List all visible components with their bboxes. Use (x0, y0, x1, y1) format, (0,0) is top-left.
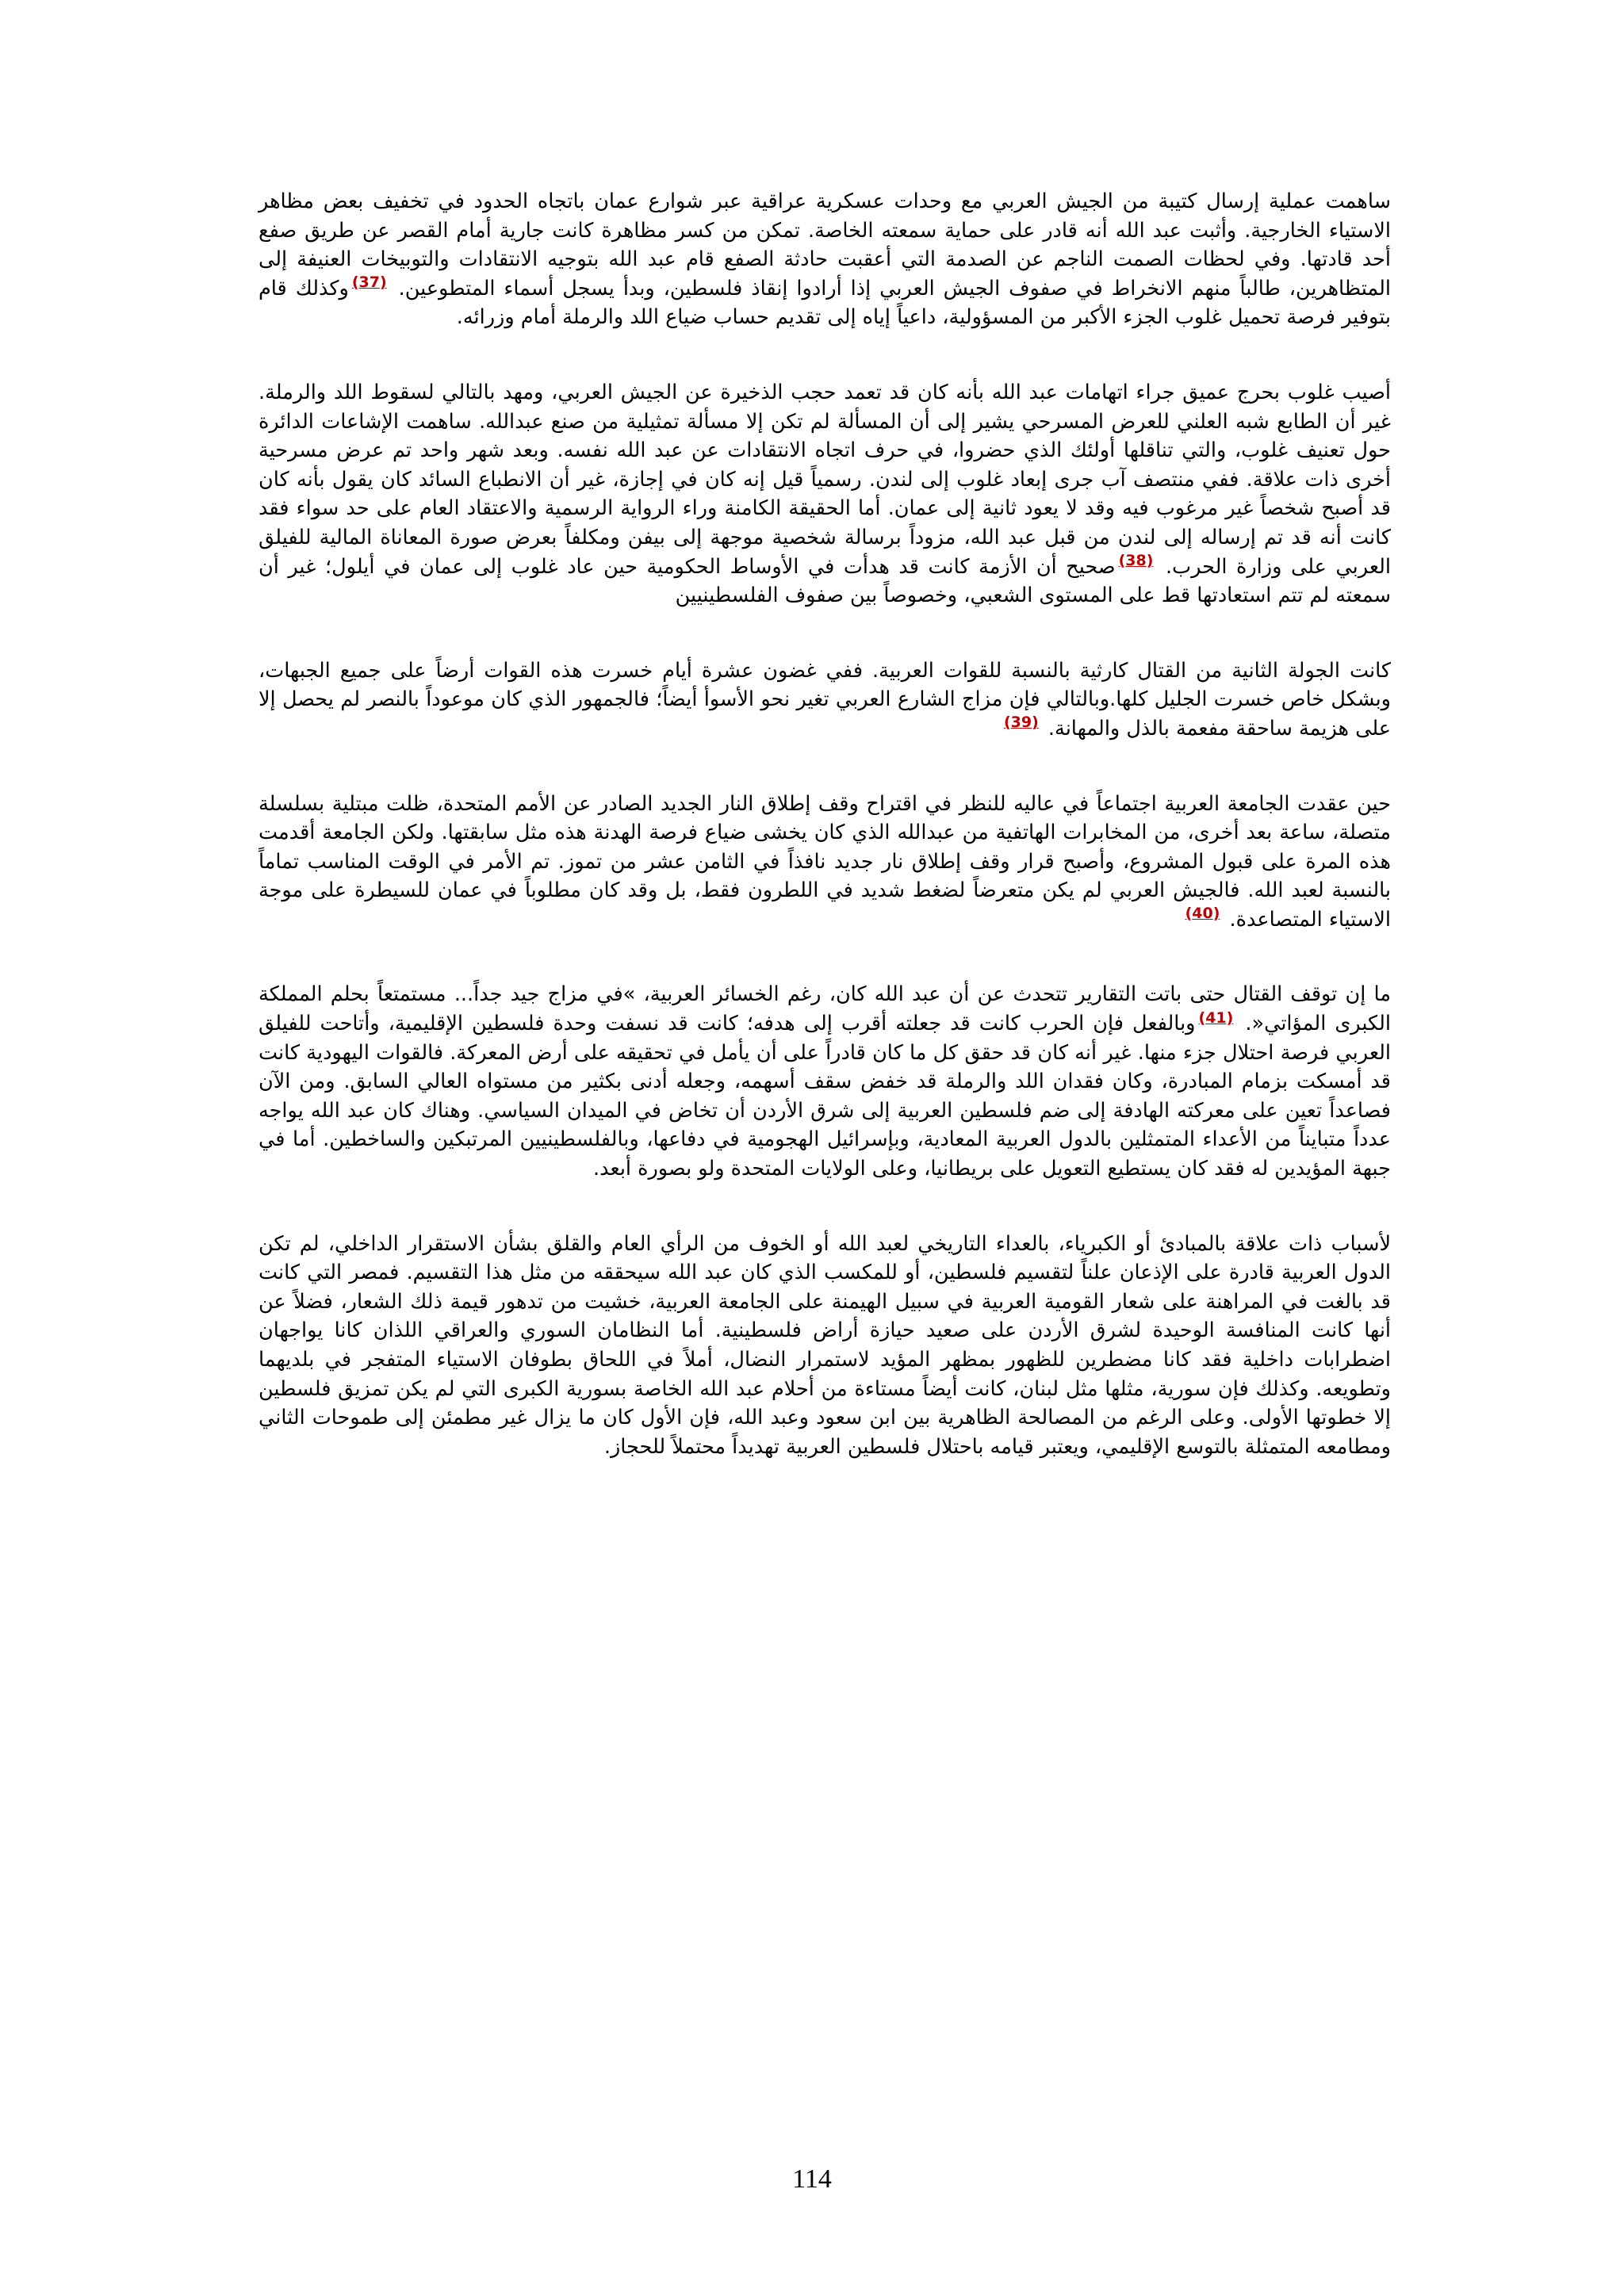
footnote-link-41[interactable]: (41) (1198, 1008, 1234, 1027)
paragraph-1 (259, 187, 1391, 332)
paragraph-text-after: صحيح أن الأزمة كانت قد هدأت في الأوساط الحكومية حين عاد غلوب إلى عمان في أيلول؛ غير أن سمعته لم تتم استعادتها قط على المستوى الشعبي، وخصوصاً بين صفوف الفلسطينيين (259, 554, 1391, 608)
page-number: 114 (792, 2164, 832, 2194)
paragraph-4 (259, 790, 1391, 935)
paragraph-3 (259, 656, 1391, 744)
paragraph-text-after: وكذلك قام بتوفير فرصة تحميل غلوب الجزء الأكبر من المسؤولية، داعياً إياه إلى تقديم حساب ضياع اللد والرملة أمام وزرائه. (259, 276, 1391, 330)
paragraph-text: كانت الجولة الثانية من القتال كارثية بالنسبة للقوات العربية. ففي غضون عشرة أيام خسرت هذه القوات أرضاً على جميع الجبهات، وبشكل خاص خسرت الجليل كلها.وبالتالي فإن مزاج الشارع العربي تغير نحو الأسوأ أيضاً؛ فالجمهور الذي كان موعوداً بالنصر لم يحصل إلا على هزيمة ساحقة مفعمة بالذل والمهانة. (259, 658, 1391, 740)
footnote-link-37[interactable]: (37) (351, 274, 387, 292)
paragraph-text: ما إن توقف القتال حتى باتت التقارير تتحدث عن أن عبد الله كان، رغم الخسائر العربية، »في مزاج جيد جداً... مستمتعاً بحلم المملكة الكبرى المؤاتي«. (259, 982, 1391, 1036)
footnote-link-40[interactable]: (40) (1185, 905, 1220, 923)
paragraph-text-after: وبالفعل فإن الحرب كانت قد جعلته أقرب إلى هدفه؛ كانت قد نسفت وحدة فلسطين الإقليمية، وأتاحت للفيلق العربي فرصة احتلال جزء منها. غير أنه كان قد حقق كل ما كان قادراً على أن يأمل في تحقيقه على أرض المعركة. فالقوات اليهودية كانت قد أمسكت بزمام المبادرة، وكان فقدان اللد والرملة قد خفض سقف أسهمه، وجعله أدنى بكثير من مستواه العالي السابق. ومن الآن فصاعداً تعين على معركته الهادفة إلى ضم فلسطين العربية إلى شرق الأردن أن تخاض في الميدان السياسي. وهناك كان عبد الله يواجه عدداً متبايناً من الأعداء المتمثلين بالدول العربية المعادية، وبإسرائيل الهجومية في دفاعها، وبالفلسطينيين المرتبكين والساخطين. أما في جبهة المؤيدين له فقد كان يستطيع التعويل على بريطانيا، وعلى الولايات المتحدة ولو بصورة أبعد. (259, 1012, 1391, 1181)
paragraph-text: حين عقدت الجامعة العربية اجتماعاً في عاليه للنظر في اقتراح وقف إطلاق النار الجديد الصادر عن الأمم المتحدة، ظلت مبتلية بسلسلة متصلة، ساعة بعد أخرى، من المخابرات الهاتفية من عبدالله الذي كان يخشى ضياع فرصة الهدنة هذه مثل سابقتها. ولكن الجامعة أقدمت هذه المرة على قبول المشروع، وأصبح قرار وقف إطلاق نار جديد نافذاً في الثامن عشر من تموز. تم الأمر في الوقت المناسب تماماً بالنسبة لعبد الله. فالجيش العربي لم يكن متعرضاً لضغط شديد في اللطرون فقط، بل وقد كان مطلوباً في عمان للسيطرة على موجة الاستياء المتصاعدة. (259, 791, 1391, 932)
paragraph-2 (259, 378, 1391, 610)
paragraph-text: ساهمت عملية إرسال كتيبة من الجيش العربي مع وحدات عسكرية عراقية عبر شوارع عمان باتجاه الحدود في تخفيف بعض مظاهر الاستياء الخارجية. وأثبت عبد الله أنه قادر على حماية سمعته الخاصة. تمكن من كسر مظاهرة كانت جارية أمام القصر عن طريق صفع أحد قادتها. وفي لحظات الصمت الناجم عن الصدمة التي أعقبت حادثة الصفع قام عبد الله بتوجيه الانتقادات والتوبيخات العنيفة إلى المتظاهرين، طالباً منهم الانخراط في صفوف الجيش العربي إذا أرادوا إنقاذ فلسطين، وبدأ يسجل أسماء المتطوعين. (259, 189, 1392, 300)
paragraph-text: أصيب غلوب بحرج عميق جراء اتهامات عبد الله بأنه كان قد تعمد حجب الذخيرة عن الجيش العربي، ومهد بالتالي لسقوط اللد والرملة. غير أن الطابع شبه العلني للعرض المسرحي يشير إلى أن المسألة لم تكن إلا مسألة تمثيلية من صنع عبدالله. ساهمت الإشاعات الدائرة حول تعنيف غلوب، والتي تناقلها أولئك الذي حضروا، في حرف اتجاه الانتقادات عن عبد الله نفسه. وبعد شهر واحد تم عرض مسرحية أخرى ذات علاقة. ففي منتصف آب جرى إبعاد غلوب إلى لندن. رسمياً قيل إنه كان في إجازة، غير أن الانطباع السائد كان يقول بأنه كان قد أصبح شخصاً غير مرغوب فيه وقد لا يعود ثانية إلى عمان. أما الحقيقة الكامنة وراء الرواية الرسمية والاعتقاد العام على حد سواء فقد كانت أنه قد تم إرساله إلى لندن من قبل عبد الله، مزوداً برسالة شخصية موجهة إلى بيفن ومكلفاً بعرض صورة المعاناة المالية للفيلق العربي على وزارة الحرب. (259, 380, 1391, 579)
footnote-link-38[interactable]: (38) (1118, 552, 1154, 570)
paragraph-6 (259, 1230, 1391, 1462)
document-page (259, 187, 1391, 1507)
footnote-link-39[interactable]: (39) (1003, 714, 1039, 732)
paragraph-text: لأسباب ذات علاقة بالمبادئ أو الكبرياء، بالعداء التاريخي لعبد الله أو الخوف من الرأي العام والقلق بشأن الاستقرار الداخلي، لم تكن الدول العربية قادرة على الإذعان علناً لتقسيم فلسطين، أو للمكسب الذي كان عبد الله سيحققه من مثل هذا التقسيم. فمصر التي كانت قد بالغت في المراهنة على شعار القومية العربية في سبيل الهيمنة على الجامعة العربية، خشيت من تدهور قيمة ذلك الشعار، فضلاً عن أنها كانت المنافسة الوحيدة لشرق الأردن على صعيد حيازة أراض فلسطينية. أما النظامان السوري والعراقي اللذان كانا يواجهان اضطرابات داخلية فقد كانا مضطرين للظهور بمظهر المؤيد لاستمرار النضال، أملاً في اللحاق بطوفان الاستياء المتفجر في بلديهما وتطويعه. وكذلك فإن سورية، مثلها مثل لبنان، كانت أيضاً مستاءة من أحلام عبد الله الخاصة بسورية الكبرى التي لم يكن تمزيق فلسطين إلا خطوتها الأولى. وعلى الرغم من المصالحة الظاهرية بين ابن سعود وعبد الله، فإن الأول كان ما يزال غير مطمئن إلى طموحات الثاني ومطامعه المتمثلة بالتوسع الإقليمي، ويعتبر قيامه باحتلال فلسطين العربية تهديداً محتملاً للحجاز. (259, 1231, 1391, 1459)
paragraph-5 (259, 980, 1391, 1183)
